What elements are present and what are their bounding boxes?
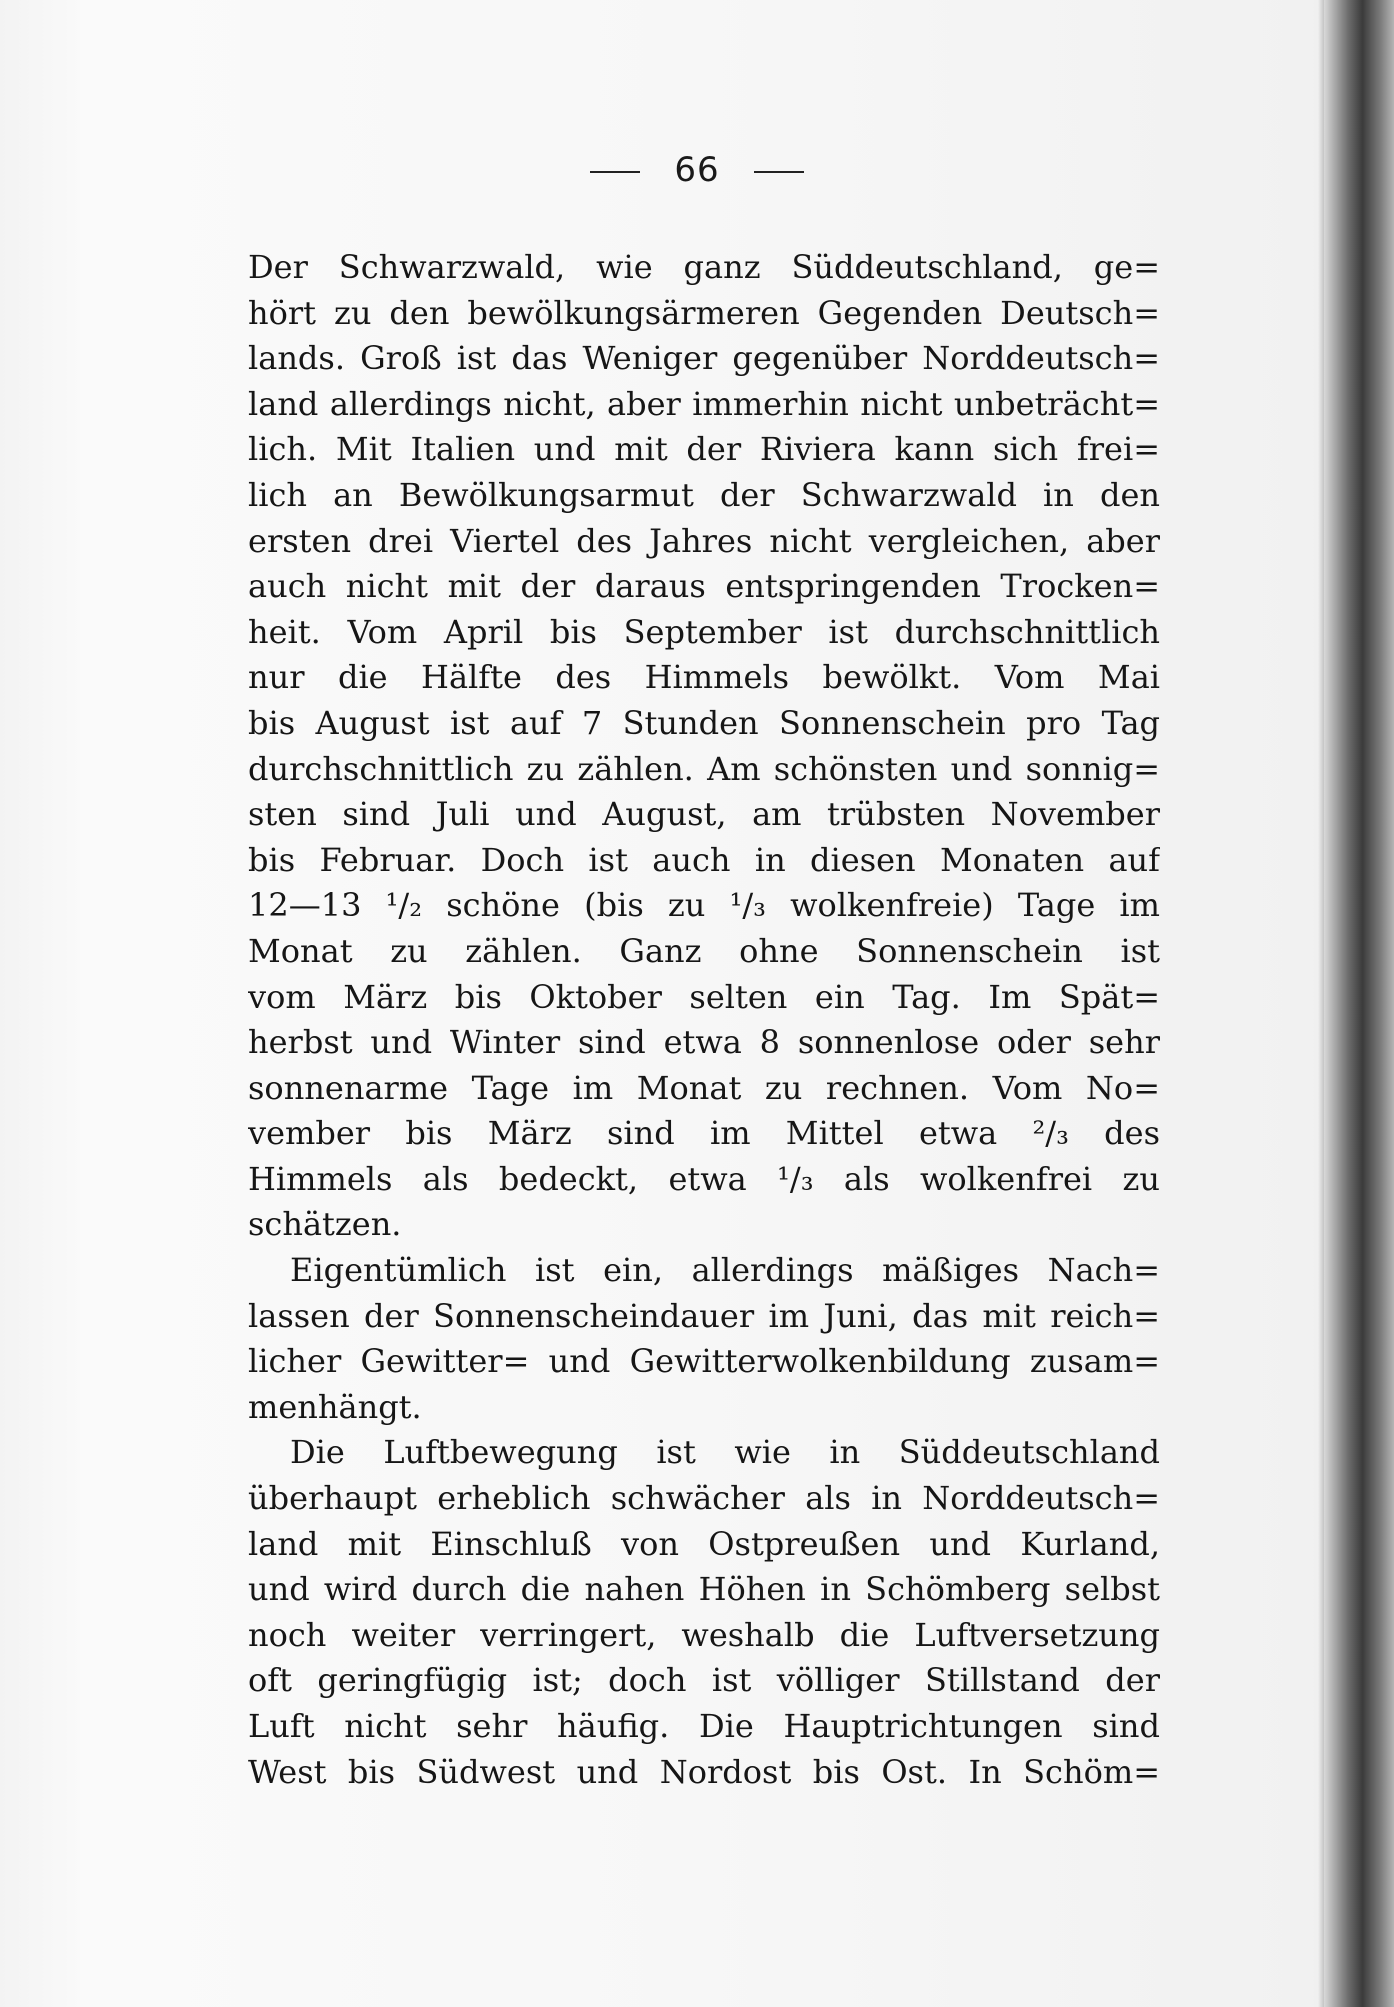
text-line: schätzen. xyxy=(248,1205,402,1244)
text-line: licher Gewitter= und Gewitterwolkenbildung zusam= xyxy=(248,1342,1160,1381)
text-line: Luft nicht sehr häufig. Die Hauptrichtungen sind xyxy=(248,1707,1160,1745)
text-line: lands. Groß ist das Weniger gegenüber Norddeutsch= xyxy=(248,339,1160,378)
text-line: lich. Mit Italien und mit der Riviera kann sich frei= xyxy=(248,430,1160,469)
text-line: und wird durch die nahen Höhen in Schömberg selbst xyxy=(248,1570,1160,1609)
text-line: hört zu den bewölkungsärmeren Gegenden Deutsch= xyxy=(248,293,1160,332)
text-line: durchschnittlich zu zählen. Am schönsten und sonnig= xyxy=(248,749,1160,788)
text-line: lich an Bewölkungsarmut der Schwarzwald in den xyxy=(248,475,1160,514)
text-line: nur die Hälfte des Himmels bewölkt. Vom Mai xyxy=(248,658,1160,697)
header-dash-left xyxy=(590,171,640,173)
header-dash-right xyxy=(754,171,804,173)
text-line: 12—13 ¹/₂ schöne (bis zu ¹/₃ wolkenfreie) Tage im xyxy=(248,886,1160,925)
text-line: land allerdings nicht, aber immerhin nicht unbeträcht= xyxy=(248,384,1160,423)
book-spine xyxy=(1324,0,1394,2007)
text-line: vom März bis Oktober selten ein Tag. Im Spät= xyxy=(248,977,1160,1016)
text-line: vember bis März sind im Mittel etwa ²/₃ des xyxy=(248,1114,1160,1153)
text-line: Der Schwarzwald, wie ganz Süddeutschland, ge= xyxy=(248,248,1160,286)
text-line: Monat zu zählen. Ganz ohne Sonnenschein ist xyxy=(248,931,1160,970)
text-line: noch weiter verringert, weshalb die Luftversetzung xyxy=(248,1615,1160,1654)
text-line: bis Februar. Doch ist auch in diesen Monaten auf xyxy=(248,840,1160,879)
text-line: Himmels als bedeckt, etwa ¹/₃ als wolkenfrei zu xyxy=(248,1159,1160,1198)
text-line: bis August ist auf 7 Stunden Sonnenschein pro Tag xyxy=(248,703,1160,742)
body-text xyxy=(248,245,1160,1795)
text-line: heit. Vom April bis September ist durchschnittlich xyxy=(248,612,1160,651)
text-line: sten sind Juli und August, am trübsten November xyxy=(248,795,1160,834)
text-line: menhängt. xyxy=(248,1387,422,1426)
text-line: oft geringfügig ist; doch ist völliger Stillstand der xyxy=(248,1661,1160,1700)
page-number: 66 xyxy=(674,150,720,190)
text-line: herbst und Winter sind etwa 8 sonnenlose oder sehr xyxy=(248,1023,1160,1062)
text-line: überhaupt erheblich schwächer als in Norddeutsch= xyxy=(248,1479,1160,1518)
text-line: auch nicht mit der daraus entspringenden Trocken= xyxy=(248,567,1160,606)
text-line: Die Luftbewegung ist wie in Süddeutschland xyxy=(290,1433,1160,1472)
page-header xyxy=(0,150,1394,190)
text-line: sonnenarme Tage im Monat zu rechnen. Vom No= xyxy=(248,1068,1160,1107)
text-line: ersten drei Viertel des Jahres nicht vergleichen, aber xyxy=(248,521,1160,560)
text-line: land mit Einschluß von Ostpreußen und Kurland, xyxy=(248,1524,1160,1563)
text-line: lassen der Sonnenscheindauer im Juni, das mit reich= xyxy=(248,1296,1160,1335)
text-line: West bis Südwest und Nordost bis Ost. In Schöm= xyxy=(248,1752,1160,1791)
text-line: Eigentümlich ist ein, allerdings mäßiges Nach= xyxy=(290,1251,1160,1290)
